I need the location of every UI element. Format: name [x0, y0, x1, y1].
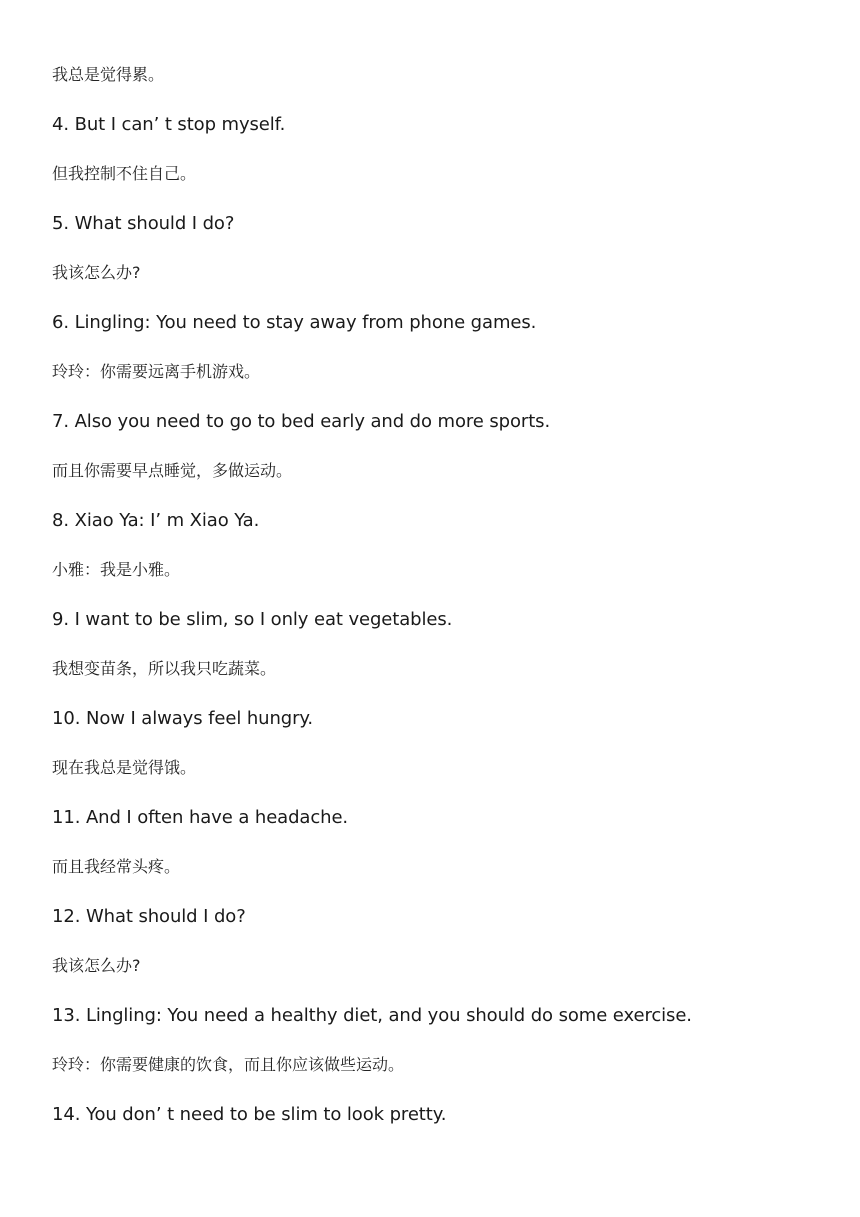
- english-sentence-line: 14. You don’ t need to be slim to look pretty.: [52, 1103, 447, 1125]
- english-sentence-line: 6. Lingling: You need to stay away from phone games.: [52, 311, 537, 333]
- chinese-translation-line: 小雅：我是小雅。: [52, 560, 181, 579]
- english-sentence-line: 10. Now I always feel hungry.: [52, 707, 314, 729]
- chinese-translation-line: 而且我经常头疼。: [52, 857, 181, 876]
- chinese-translation-line: 我该怎么办?: [52, 956, 141, 975]
- chinese-translation-line: 我该怎么办?: [52, 263, 141, 282]
- english-sentence-line: 13. Lingling: You need a healthy diet, and you should do some exercise.: [52, 1004, 692, 1026]
- english-sentence-line: 11. And I often have a headache.: [52, 806, 349, 828]
- chinese-translation-line: 玲玲：你需要健康的饮食，而且你应该做些运动。: [52, 1055, 405, 1074]
- english-sentence-line: 5. What should I do?: [52, 212, 235, 234]
- english-sentence-line: 4. But I can’ t stop myself.: [52, 113, 286, 135]
- chinese-translation-line: 现在我总是觉得饿。: [52, 758, 197, 777]
- english-sentence-line: 9. I want to be slim, so I only eat vegetables.: [52, 608, 453, 630]
- chinese-translation-line: 而且你需要早点睡觉，多做运动。: [52, 461, 293, 480]
- english-sentence-line: 7. Also you need to go to bed early and do more sports.: [52, 410, 551, 432]
- english-sentence-line: 12. What should I do?: [52, 905, 246, 927]
- dialogue-text: [52, 63, 832, 1152]
- chinese-translation-line: 我总是觉得累。: [52, 65, 165, 84]
- chinese-translation-line: 我想变苗条，所以我只吃蔬菜。: [52, 659, 277, 678]
- chinese-translation-line: 玲玲：你需要远离手机游戏。: [52, 362, 261, 381]
- chinese-translation-line: 但我控制不住自己。: [52, 164, 197, 183]
- english-sentence-line: 8. Xiao Ya: I’ m Xiao Ya.: [52, 509, 260, 531]
